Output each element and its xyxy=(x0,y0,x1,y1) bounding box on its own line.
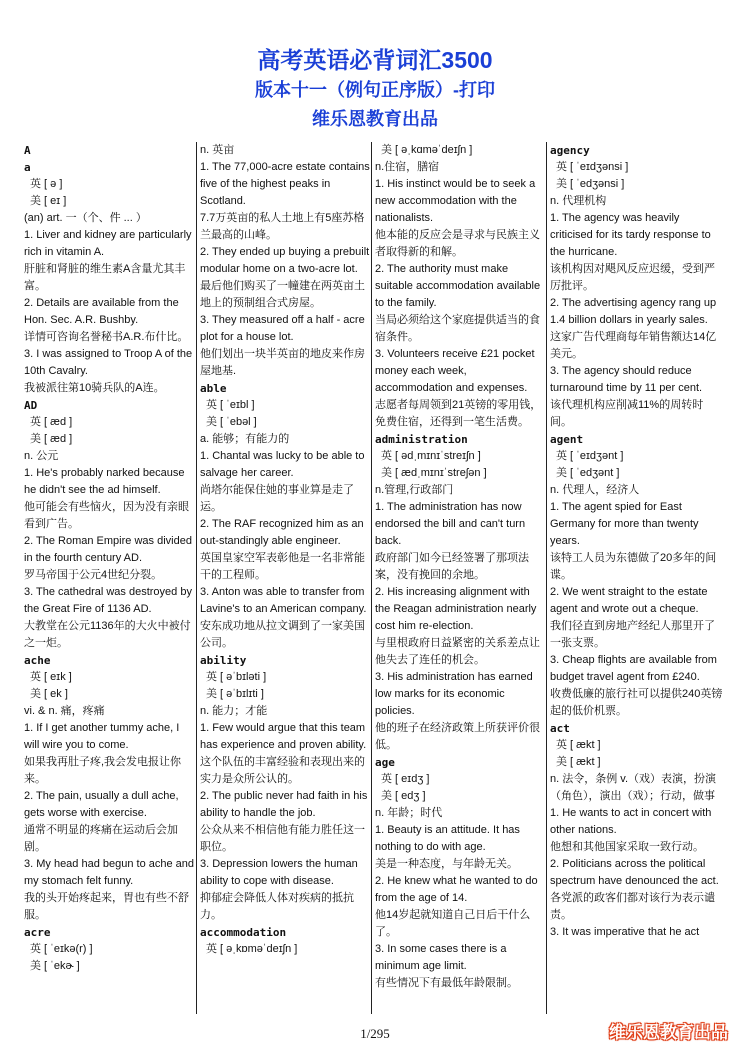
entry-headword: administration xyxy=(375,433,468,446)
entry-pronunciation: 英 [ ədˌmɪnɪˈstreɪʃn ] xyxy=(381,450,481,462)
entry-pronunciation: 英 [ ækt ] xyxy=(556,739,601,751)
entry-text: 3. Anton was able to transfer from Lavine's to an American company. xyxy=(200,586,367,615)
entry-text: 2. The advertising agency rang up 1.4 billion dollars in yearly sales. xyxy=(550,297,717,326)
entry-pronunciation: 英 [ æd ] xyxy=(30,416,73,428)
entry-pronunciation: 美 [ ˈekɚ ] xyxy=(30,960,80,972)
entry-text: 该特工人员为东德做了20多年的间谍。 xyxy=(550,552,717,581)
vocabulary-columns xyxy=(24,142,724,1014)
entry-text: (an) art. 一（个、件 ... ） xyxy=(24,212,147,224)
entry-pronunciation: 英 [ ˈeɪdʒənt ] xyxy=(556,450,624,462)
entry-text: 我们径直到房地产经纪人那里开了一张支票。 xyxy=(550,620,715,649)
column-3 xyxy=(375,142,545,1014)
entry-text: 3. I was assigned to Troop A of the 10th Cavalry. xyxy=(24,348,193,377)
entry-pronunciation: 英 [ ˈeɪkə(r) ] xyxy=(30,943,93,955)
entry-text: 如果我再肚子疼,我会发电报让你来。 xyxy=(24,756,182,785)
entry-pronunciation: 英 [ eɪk ] xyxy=(30,671,72,683)
entry-text: 3. Volunteers receive £21 pocket money each week, accommodation and expenses. xyxy=(375,348,535,394)
entry-text: 1. His instinct would be to seek a new accommodation with the nationalists. xyxy=(375,178,536,224)
entry-pronunciation: 美 [ ek ] xyxy=(30,688,68,700)
entry-pronunciation: 美 [ əˈbɪlɪti ] xyxy=(206,688,264,700)
entry-text: 7.7万英亩的私人土地上有5座苏格兰最高的山峰。 xyxy=(200,212,365,241)
entry-text: 3. It was imperative that he act xyxy=(550,926,700,938)
entry-text: 1. He's probably narked because he didn't see the ad himself. xyxy=(24,467,185,496)
column-4 xyxy=(550,142,724,1014)
entry-text: 志愿者每周领到21英镑的零用钱，免费住宿，还得到一笔生活费。 xyxy=(375,399,542,428)
entry-text: 该机构因对飓风反应迟缓，受到严厉批评。 xyxy=(550,263,715,292)
entry-text: 2. We went straight to the estate agent and wrote out a cheque. xyxy=(550,586,708,615)
publisher-watermark: 维乐恩教育出品 xyxy=(609,1023,728,1042)
entry-text: n. 公元 xyxy=(24,450,59,462)
entry-text: 2. The public never had faith in his ability to handle the job. xyxy=(200,790,368,819)
entry-text: vi. & n. 痛，疼痛 xyxy=(24,705,105,717)
entry-text: 英国皇家空军表彰他是一名非常能干的工程师。 xyxy=(200,552,365,581)
entry-text: 3. His administration has earned low marks for its economic policies. xyxy=(375,671,533,717)
entry-text: 他想和其他国家采取一致行动。 xyxy=(550,841,704,853)
entry-headword: age xyxy=(375,756,395,769)
entry-pronunciation: 英 [ əˈbɪləti ] xyxy=(206,671,267,683)
entry-pronunciation: 美 [ əˌkɑməˈdeɪʃn ] xyxy=(381,144,473,156)
entry-text: 2. The Roman Empire was divided in the fourth century AD. xyxy=(24,535,192,564)
entry-headword: a xyxy=(24,161,31,174)
entry-text: n. 英亩 xyxy=(200,144,235,156)
entry-text: 1. The 77,000-acre estate contains five of the highest peaks in Scotland. xyxy=(200,161,370,207)
entry-pronunciation: 英 [ eɪdʒ ] xyxy=(381,773,430,785)
document-title: 高考英语必背词汇3500 xyxy=(257,47,493,73)
entry-text: n. 能力；才能 xyxy=(200,705,268,717)
entry-text: 2. They ended up buying a prebuilt modular home on a two-acre lot. xyxy=(200,246,370,275)
entry-text: 2. He knew what he wanted to do from the age of 14. xyxy=(375,875,538,904)
entry-headword: able xyxy=(200,382,227,395)
entry-text: 尚塔尔能保住她的事业算是走了运。 xyxy=(200,484,354,513)
entry-headword: agent xyxy=(550,433,584,446)
entry-text: 通常不明显的疼痛在运动后会加剧。 xyxy=(24,824,178,853)
entry-text: 1. Liver and kidney are particularly rich in vitamin A. xyxy=(24,229,192,258)
entry-text: 我的头开始疼起来，胃也有些不舒服。 xyxy=(24,892,189,921)
entry-text: n.住宿，膳宿 xyxy=(375,161,440,173)
entry-text: 有些情况下有最低年龄限制。 xyxy=(375,977,518,989)
entry-text: 我被派往第10骑兵队的A连。 xyxy=(24,382,165,394)
entry-pronunciation: 美 [ ˈedʒənt ] xyxy=(556,467,620,479)
entry-text: 2. The RAF recognized him as an out-standingly able engineer. xyxy=(200,518,364,547)
entry-pronunciation: 英 [ ə ] xyxy=(30,178,63,190)
document-header xyxy=(0,44,750,134)
entry-text: 安东成功地从拉文调到了一家美国公司。 xyxy=(200,620,365,649)
entry-pronunciation: 英 [ əˌkɒməˈdeɪʃn ] xyxy=(206,943,298,955)
entry-headword: ability xyxy=(200,654,247,667)
entry-text: 1. The administration has now endorsed the bill and can't turn back. xyxy=(375,501,526,547)
entry-text: 这家广告代理商每年销售额达14亿美元。 xyxy=(550,331,717,360)
entry-pronunciation: 美 [ edʒ ] xyxy=(381,790,426,802)
entry-pronunciation: 英 [ ˈeɪbl ] xyxy=(206,399,255,411)
entry-text: 1. If I get another tummy ache, I will wire you to come. xyxy=(24,722,180,751)
entry-headword: ache xyxy=(24,654,51,667)
entry-text: 与里根政府日益紧密的关系差点让他失去了连任的机会。 xyxy=(375,637,540,666)
entry-pronunciation: 美 [ ˈedʒənsi ] xyxy=(556,178,625,190)
entry-text: 公众从来不相信他有能力胜任这一职位。 xyxy=(200,824,365,853)
column-divider xyxy=(371,142,372,1014)
entry-text: 抑郁症会降低人体对疾病的抵抗力。 xyxy=(200,892,354,921)
entry-text: 1. The agent spied for East Germany for more than twenty years. xyxy=(550,501,699,547)
entry-text: 最后他们购买了一幢建在两英亩土地上的预制组合式房屋。 xyxy=(200,280,365,309)
publisher-line: 维乐恩教育出品 xyxy=(312,109,438,129)
entry-headword: act xyxy=(550,722,570,735)
column-divider xyxy=(196,142,197,1014)
entry-text: n.管理,行政部门 xyxy=(375,484,454,496)
entry-text: 他可能会有些恼火，因为没有亲眼看到广告。 xyxy=(24,501,189,530)
entry-text: 他的班子在经济政策上所获评价很低。 xyxy=(375,722,540,751)
entry-text: 3. Depression lowers the human ability to cope with disease. xyxy=(200,858,358,887)
entry-text: 他14岁起就知道自己日后干什么了。 xyxy=(375,909,531,938)
entry-text: 2. Details are available from the Hon. Sec. A.R. Bushby. xyxy=(24,297,179,326)
entry-pronunciation: 美 [ eɪ ] xyxy=(30,195,67,207)
column-1 xyxy=(24,142,195,1014)
page-number: 1/295 xyxy=(360,1026,390,1041)
entry-text: a. 能够；有能力的 xyxy=(200,433,290,445)
entry-headword: A xyxy=(24,144,31,157)
entry-text: 该代理机构应削减11%的周转时间。 xyxy=(550,399,704,428)
entry-text: n. 年龄；时代 xyxy=(375,807,443,819)
entry-headword: accommodation xyxy=(200,926,287,939)
entry-text: 3. Cheap flights are available from budget travel agent from £240. xyxy=(550,654,717,683)
entry-headword: agency xyxy=(550,144,590,157)
entry-text: n. 代理人，经济人 xyxy=(550,484,640,496)
entry-text: 1. The agency was heavily criticised for its tardy response to the hurricane. xyxy=(550,212,711,258)
entry-text: 详情可咨询名誉秘书A.R.布什比。 xyxy=(24,331,189,343)
entry-text: 1. Chantal was lucky to be able to salvage her career. xyxy=(200,450,365,479)
entry-text: 2. The authority must make suitable accommodation available to the family. xyxy=(375,263,541,309)
entry-pronunciation: 美 [ ækt ] xyxy=(556,756,601,768)
entry-text: 2. The pain, usually a dull ache, gets worse with exercise. xyxy=(24,790,179,819)
entry-text: 这个队伍的丰富经验和表现出来的实力是众所公认的。 xyxy=(200,756,365,785)
entry-pronunciation: 美 [ ædˌmɪnɪˈstreʃən ] xyxy=(381,467,487,479)
entry-text: n. 法令，条例 v.（戏）表演，扮演（角色），演出（戏）；行动，做事 xyxy=(550,773,717,802)
entry-text: 美是一种态度，与年龄无关。 xyxy=(375,858,518,870)
entry-text: 收费低廉的旅行社可以提供240英镑起的低价机票。 xyxy=(550,688,723,717)
entry-text: 3. My head had begun to ache and my stomach felt funny. xyxy=(24,858,195,887)
entry-text: 他们划出一块半英亩的地皮来作房屋地基. xyxy=(200,348,365,377)
entry-text: 2. His increasing alignment with the Reagan administration nearly cost him re-election. xyxy=(375,586,537,632)
entry-headword: acre xyxy=(24,926,51,939)
entry-text: 1. Few would argue that this team has experience and proven ability. xyxy=(200,722,367,751)
entry-text: 大教堂在公元1136年的大火中被付之一炬。 xyxy=(24,620,191,649)
entry-text: 3. In some cases there is a minimum age limit. xyxy=(375,943,507,972)
entry-text: 1. He wants to act in concert with other nations. xyxy=(550,807,712,836)
entry-text: 3. The cathedral was destroyed by the Great Fire of 1136 AD. xyxy=(24,586,192,615)
column-2 xyxy=(200,142,370,1014)
entry-text: 他本能的反应会是寻求与民族主义者取得新的和解。 xyxy=(375,229,540,258)
entry-text: 各党派的政客们都对该行为表示谴责。 xyxy=(550,892,715,921)
entry-text: 3. They measured off a half - acre plot for a house lot. xyxy=(200,314,365,343)
entry-text: 1. Beauty is an attitude. It has nothing to do with age. xyxy=(375,824,520,853)
entry-pronunciation: 美 [ æd ] xyxy=(30,433,73,445)
entry-text: 肝脏和肾脏的维生素A含量尤其丰富。 xyxy=(24,263,186,292)
entry-text: 政府部门如今已经签署了那项法案，没有挽回的余地。 xyxy=(375,552,529,581)
column-divider xyxy=(546,142,547,1014)
entry-pronunciation: 英 [ ˈeɪdʒənsi ] xyxy=(556,161,629,173)
entry-text: 当局必须给这个家庭提供适当的食宿条件。 xyxy=(375,314,540,343)
entry-text: n. 代理机构 xyxy=(550,195,607,207)
entry-text: 2. Politicians across the political spectrum have denounced the act. xyxy=(550,858,719,887)
entry-headword: AD xyxy=(24,399,38,412)
entry-text: 罗马帝国于公元4世纪分裂。 xyxy=(24,569,163,581)
document-subtitle: 版本十一（例句正序版）-打印 xyxy=(255,80,495,100)
entry-text: 3. The agency should reduce turnaround time by 11 per cent. xyxy=(550,365,703,394)
entry-pronunciation: 美 [ ˈebəl ] xyxy=(206,416,257,428)
